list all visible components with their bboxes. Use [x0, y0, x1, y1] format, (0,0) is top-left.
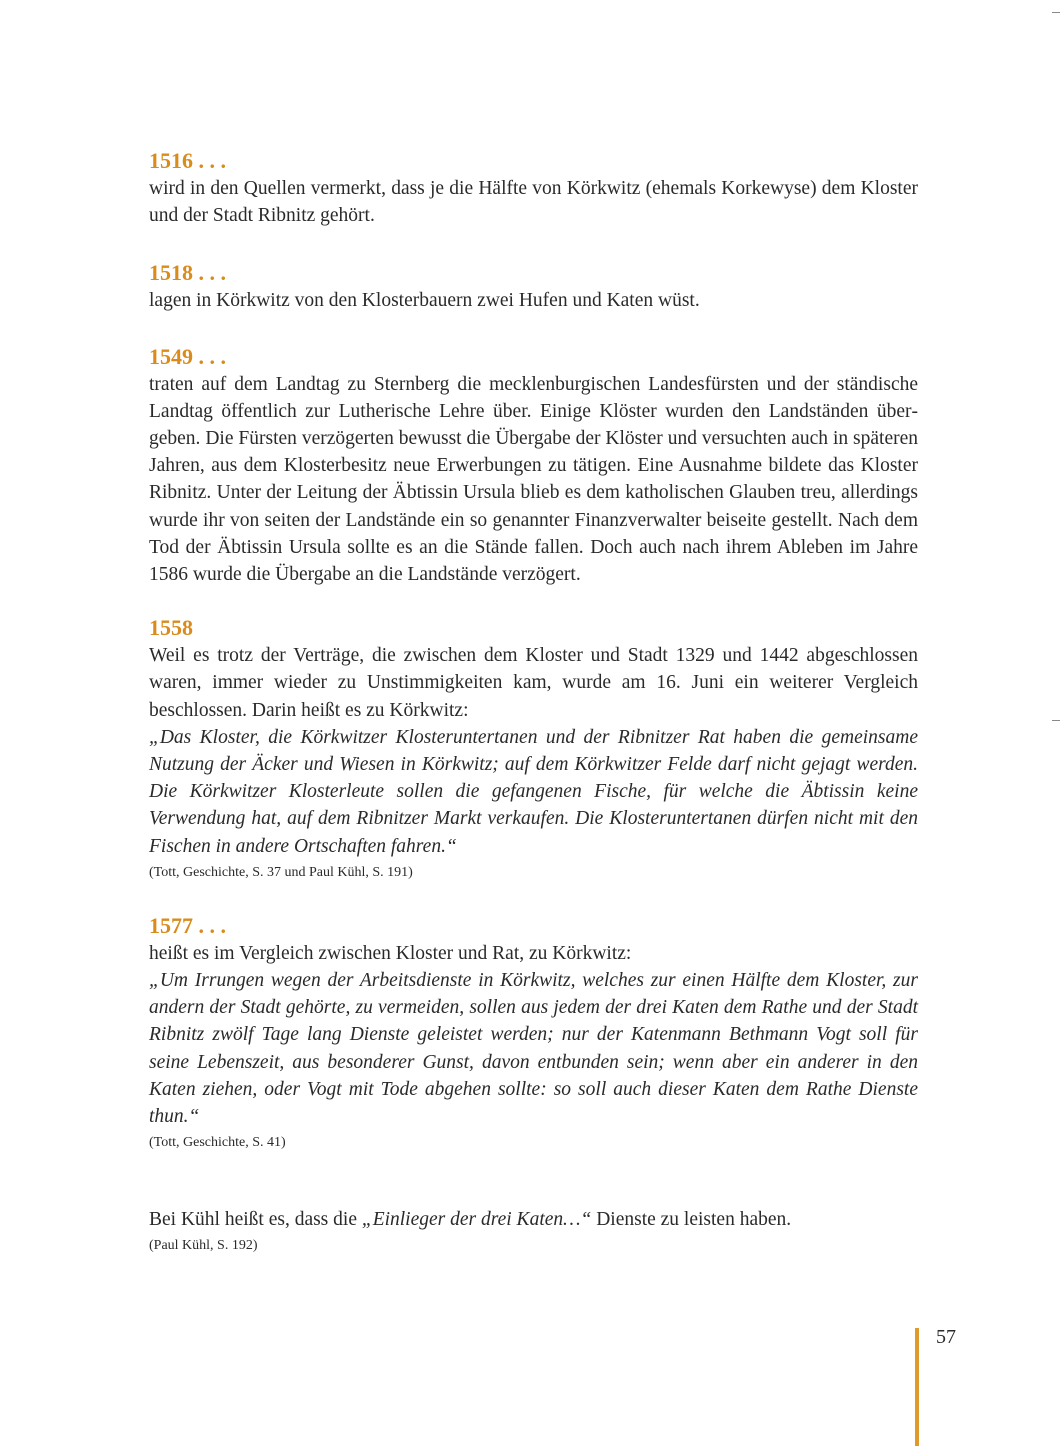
entry-text: lagen in Körkwitz von den Klosterbauern zwei Hufen und Katen wüst. [149, 290, 700, 312]
entry-year: 1518 . . . [149, 260, 226, 286]
entry-text: traten auf dem Landtag zu Sternberg die mecklenburgischen Landesfürsten und der ständische Landtag öffentlich zur Lutherische Lehre über. Einige Klöster wurden den Landständen übergeben. Die Fürsten verzögerten bewusst die Übergabe der Klöster und versuchten auch in späteren Jahren, aus dem Klosterbesitz neue Erwerbungen zu tätigen. Eine Ausnahme bildete das Kloster Ribnitz. Unter der Leitung der Äbtissin Ursula blieb es dem katholischen Glauben treu, allerdings wurde ihr von seiten der Landstände ein so genannter Finanzverwalter beiseite gestellt. Nach dem Tod der Äbtissin Ursula sollte es an die Stände fallen. Doch auch nach ihrem Ableben im Jahre 1586 wurde die Übergabe an die Landstände verzögert. [149, 373, 918, 586]
entry-text: Weil es trotz der Verträge, die zwischen dem Kloster und Stadt 1329 und 1442 abgeschlossen waren, immer wieder zu Unstimmigkeiten kam, wurde am 16. Juni ein weiterer Vergleich beschlossen. Darin heißt es zu Körkwitz: [149, 645, 918, 721]
entry-1518 [149, 259, 918, 314]
closing-text-after: Dienste zu leisten haben. [591, 1209, 792, 1231]
closing-note [149, 1206, 918, 1257]
closing-source: (Paul Kühl, S. 192) [149, 1238, 258, 1254]
entry-year: 1558 [149, 615, 193, 641]
entry-1516 [149, 147, 918, 229]
crop-mark [1052, 720, 1060, 721]
page-number: 57 [936, 1326, 956, 1348]
closing-text [149, 1206, 918, 1233]
crop-mark [1052, 12, 1060, 13]
closing-quote: „Einlieger der drei Katen…“ [361, 1209, 592, 1231]
entry-year: 1549 . . . [149, 343, 226, 369]
entry-text: heißt es im Vergleich zwischen Kloster und Rat, zu Körkwitz: [149, 942, 632, 964]
page-content [149, 147, 918, 1257]
entry-source: (Tott, Geschichte, S. 41) [149, 1135, 286, 1151]
entry-1558 [149, 614, 918, 884]
entry-year: 1516 . . . [149, 148, 226, 173]
entry-quote: „Um Irrungen wegen der Arbeitsdienste in Körkwitz, welches zur einen Hälfte dem Kloster, zur andern der Stadt gehörte, zu vermeiden, sollen aus jedem der drei Katen dem Rathe und der Stadt Ribnitz zwölf Tage lang Dienste geleistet werden; nur der Katenmann Bethmann Vogt soll für seine Lebenszeit, aus besonderer Gunst, davon entbunden sein; wenn aber ein anderer in den Katen ziehen, oder Vogt mit Tode abgehen sollte: so soll auch dieser Katen dem Rathe Dienste thun.“ [149, 970, 918, 1128]
entry-1549 [149, 343, 918, 589]
entry-quote: „Das Kloster, die Körkwitzer Klosteruntertanen und der Ribnitzer Rat haben die gemeinsame Nutzung der Äcker und Wiesen in Körkwitz; auf dem Körkwitzer Felde darf nicht gejagt werden. Die Körkwitzer Klosterleute sollen die gefangenen Fische, für welche die Äbtissin keine Verwendung hat, auf dem Ribnitzer Markt verkaufen. Die Klosteruntertanen dürfen nicht mit den Fischen in andere Ortschaften fahren.“ [149, 726, 918, 857]
entry-1577 [149, 912, 918, 1154]
entry-source: (Tott, Geschichte, S. 37 und Paul Kühl, S. 191) [149, 864, 413, 880]
closing-text-before: Bei Kühl heißt es, dass die [149, 1209, 362, 1231]
page-number-rule [915, 1328, 919, 1446]
entry-year: 1577 . . . [149, 912, 226, 938]
entry-text: wird in den Quellen vermerkt, dass je die Hälfte von Körkwitz (ehemals Korkewyse) dem Kloster und der Stadt Ribnitz gehört. [149, 178, 918, 227]
